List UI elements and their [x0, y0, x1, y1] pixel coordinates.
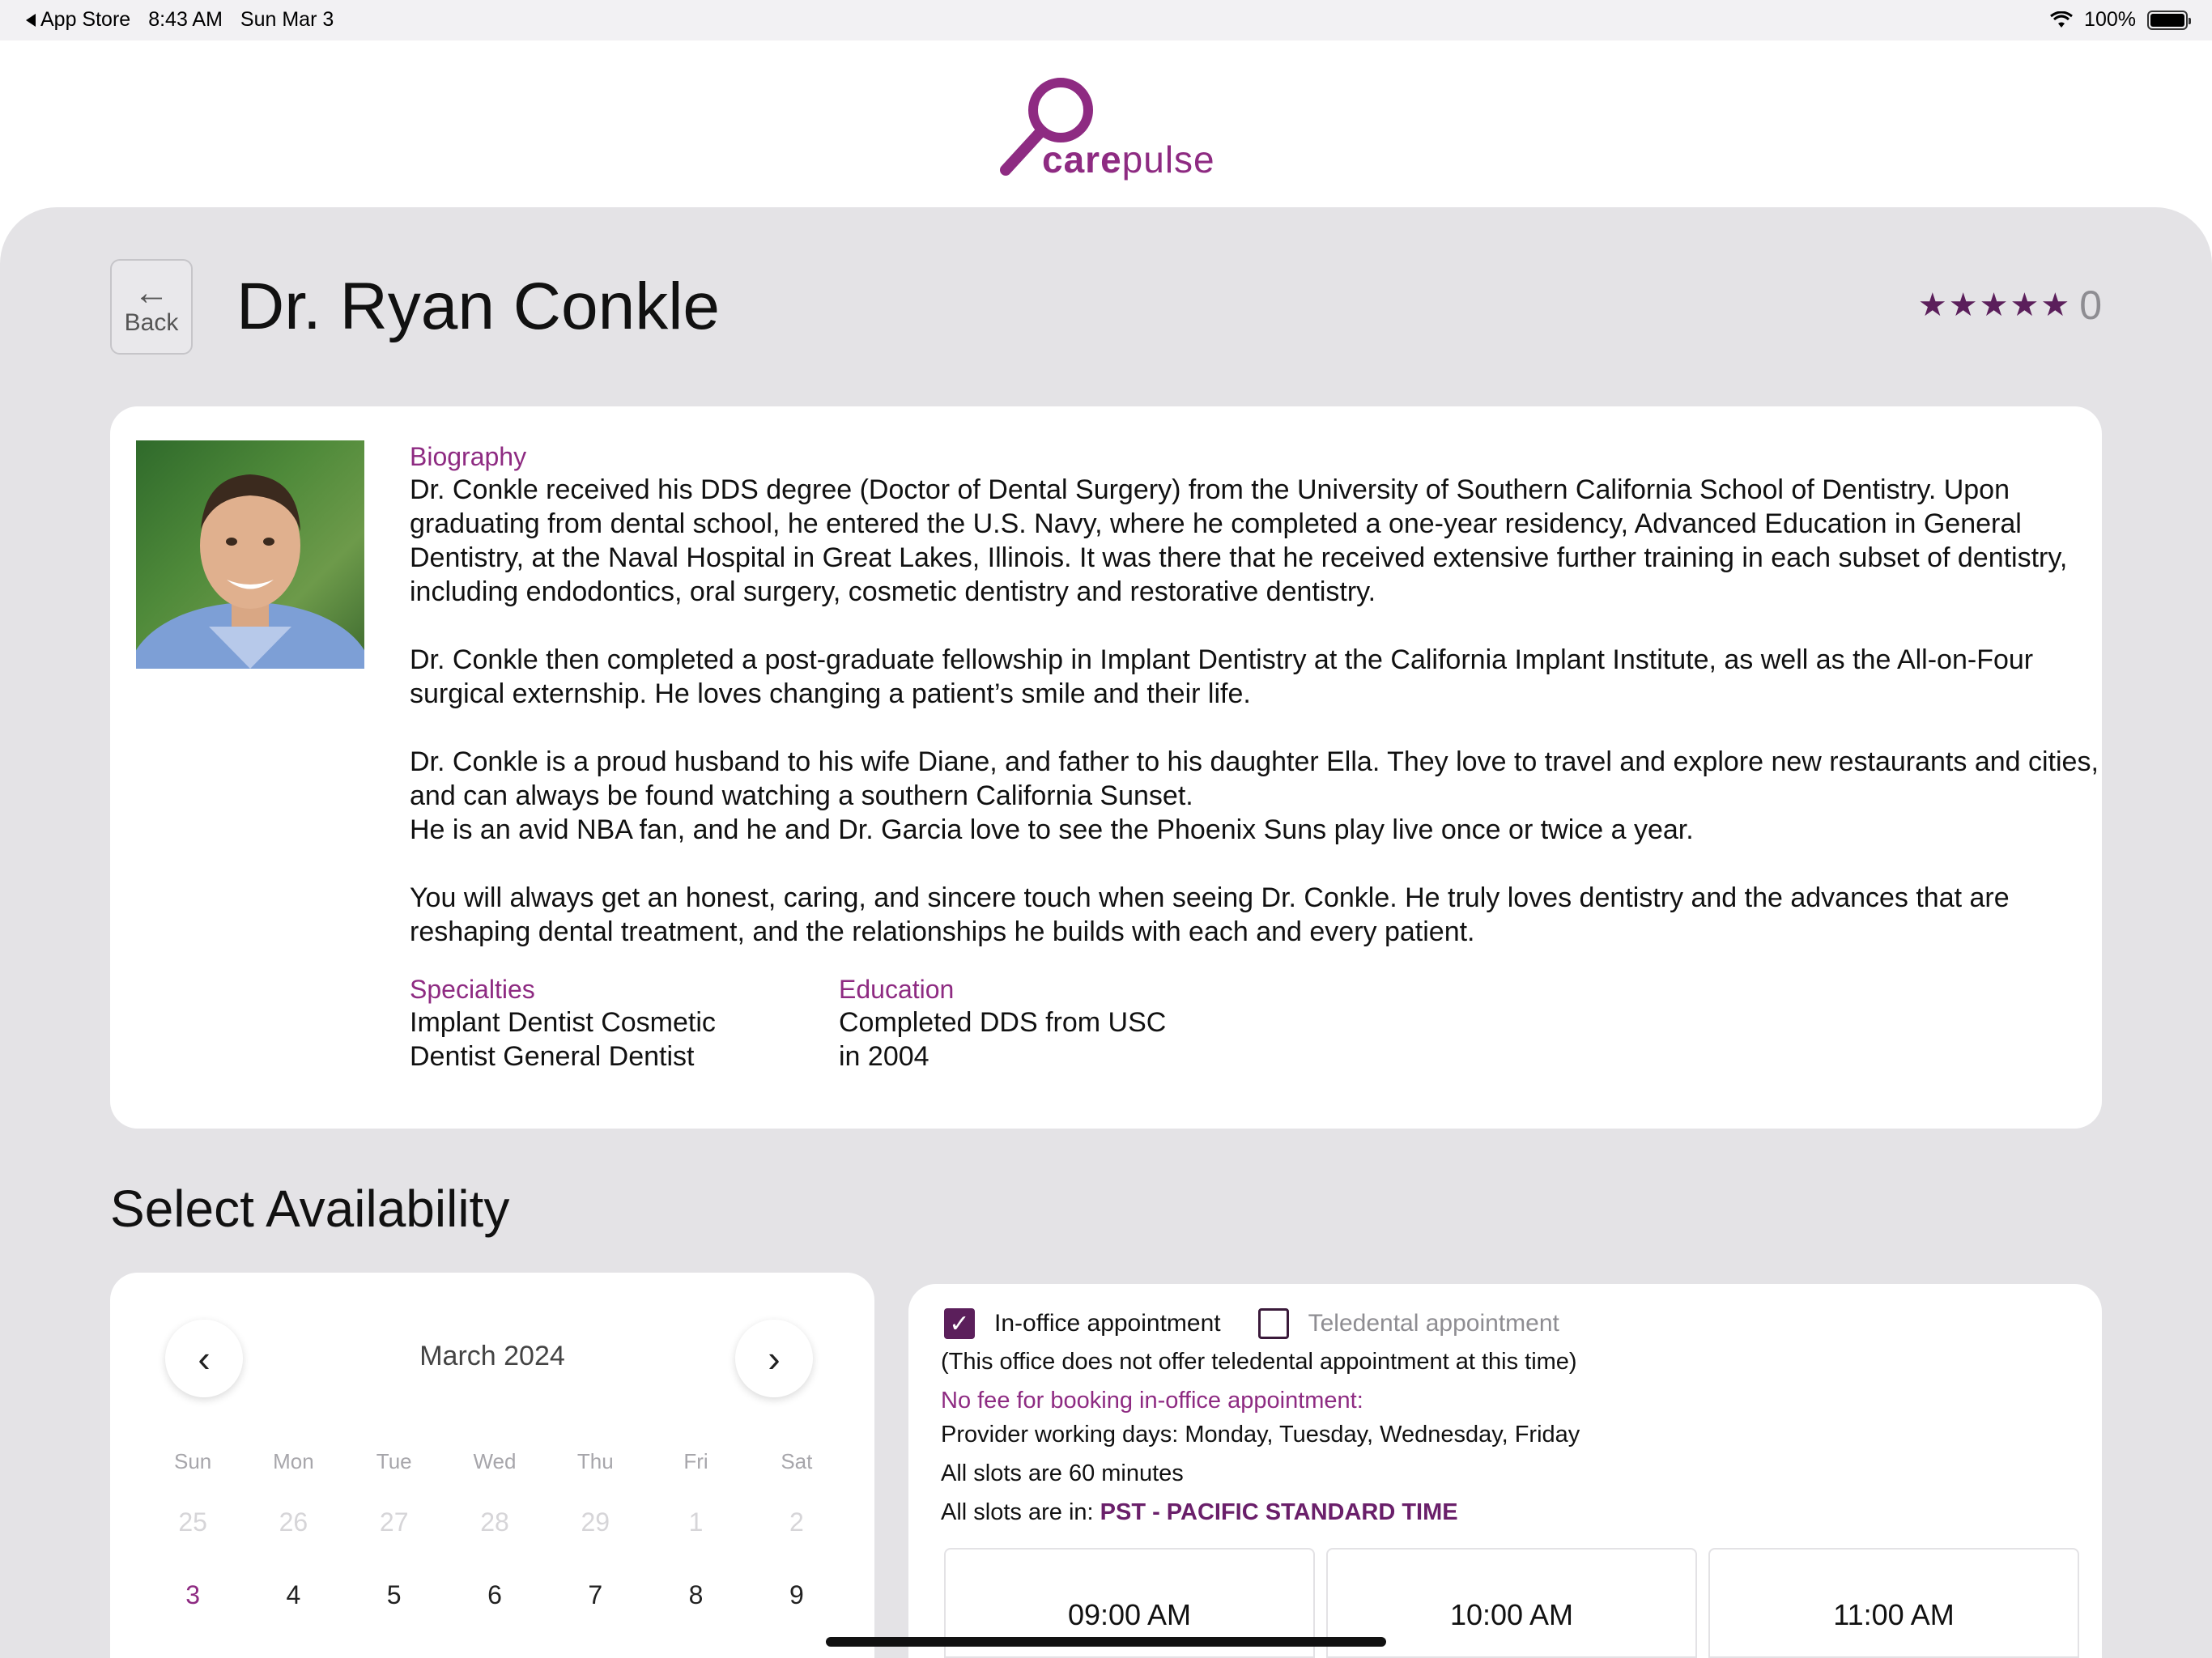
- carepulse-logo: [996, 71, 1239, 185]
- calendar-card: [110, 1273, 874, 1658]
- working-days: Provider working days: Monday, Tuesday, Wednesday, Friday: [941, 1422, 1580, 1448]
- slot-length: All slots are 60 minutes: [941, 1460, 1184, 1486]
- biography-text: [410, 473, 2102, 949]
- calendar-day-today[interactable]: 3: [185, 1580, 201, 1609]
- weekday-label: Mon: [273, 1449, 314, 1473]
- back-button[interactable]: [110, 259, 193, 355]
- status-date: Sun Mar 3: [240, 8, 334, 31]
- doctor-meta: [410, 973, 1268, 1073]
- calendar-weekdays: [143, 1449, 847, 1474]
- rating-count: 0: [2079, 283, 2102, 328]
- appointment-type-options: [944, 1308, 1559, 1339]
- specialties-value: Implant Dentist Cosmetic Dentist General Dentist: [410, 1007, 716, 1072]
- bio-paragraph: Dr. Conkle is a proud husband to his wife Diane, and father to his daughter Ella. They love to travel and explore new restaurants and cities, and can always be found watching a southern California Sunset.: [410, 746, 2099, 811]
- calendar-month: March 2024: [419, 1341, 565, 1371]
- calendar-day-disabled: 1: [688, 1507, 704, 1537]
- specialties-section: [410, 973, 839, 1073]
- back-to-app-link[interactable]: [26, 8, 130, 32]
- fee-note: No fee for booking in-office appointment:: [941, 1388, 1363, 1414]
- bio-paragraph: You will always get an honest, caring, and sincere touch when seeing Dr. Conkle. He truly loves dentistry and the advances that are reshaping dental treatment, and the relationships he builds with each and every patient.: [410, 882, 2010, 947]
- availability-title: Select Availability: [110, 1180, 510, 1238]
- wifi-icon: [2050, 11, 2073, 29]
- battery-percent: 100%: [2084, 8, 2136, 31]
- doctor-portrait-icon: [136, 440, 364, 669]
- calendar-day-disabled: 26: [279, 1507, 308, 1537]
- calendar-day-disabled: 2: [789, 1507, 804, 1537]
- time-slot-button[interactable]: 11:00 AM: [1708, 1548, 2079, 1658]
- teledental-label[interactable]: Teledental appointment: [1308, 1310, 1559, 1337]
- battery-icon: [2147, 11, 2188, 30]
- doctor-photo: [136, 440, 364, 669]
- app-header: [0, 40, 2212, 207]
- weekday-label: Thu: [576, 1449, 614, 1473]
- education-section: [839, 973, 1268, 1073]
- timezone-prefix: All slots are in:: [941, 1499, 1094, 1525]
- timezone-value: PST - PACIFIC STANDARD TIME: [1100, 1499, 1458, 1525]
- calendar-day[interactable]: 6: [487, 1580, 502, 1609]
- calendar-day[interactable]: 4: [286, 1580, 301, 1609]
- next-month-button[interactable]: [735, 1320, 813, 1397]
- education-value: Completed DDS from USC in 2004: [839, 1007, 1167, 1072]
- calendar-day-disabled: 29: [581, 1507, 610, 1537]
- biography-card: [110, 406, 2102, 1129]
- calendar-day-disabled: 25: [178, 1507, 207, 1537]
- weekday-label: Wed: [473, 1449, 517, 1473]
- specialties-label: Specialties: [410, 975, 535, 1004]
- appointment-card: [908, 1284, 2102, 1658]
- chevron-left-icon: ‹: [198, 1337, 211, 1380]
- calendar-day-disabled: 28: [480, 1507, 509, 1537]
- bio-paragraph: Dr. Conkle received his DDS degree (Doctor of Dental Surgery) from the University of Southern California School of Dentistry. Upon graduating from dental school, he entered the U.S. Navy, where he completed a one-year residency, Advanced Education in General Dentistry, at the Naval Hospital in Great Lakes, Illinois. It was there that he received extensive further training in each subset of dentistry, including endodontics, oral surgery, cosmetic dentistry and restorative dentistry.: [410, 474, 2068, 607]
- calendar-day[interactable]: 9: [789, 1580, 804, 1609]
- calendar-week: [143, 1580, 847, 1610]
- status-bar: [0, 0, 2212, 40]
- calendar-day[interactable]: 7: [588, 1580, 603, 1609]
- page-title: Dr. Ryan Conkle: [236, 270, 721, 343]
- calendar-day[interactable]: 5: [386, 1580, 402, 1609]
- biography-label: Biography: [410, 442, 527, 471]
- education-label: Education: [839, 975, 955, 1004]
- back-button-label: Back: [124, 309, 179, 336]
- weekday-label: Sun: [174, 1449, 212, 1473]
- time-slot-button[interactable]: 09:00 AM: [944, 1548, 1315, 1658]
- back-triangle-icon: [26, 14, 36, 27]
- star-rating-icon: ★★★★★: [1917, 287, 2072, 323]
- rating: [1918, 282, 2102, 329]
- in-office-checkbox[interactable]: [944, 1308, 975, 1339]
- time-slot-button[interactable]: 10:00 AM: [1326, 1548, 1697, 1658]
- chevron-right-icon: ›: [768, 1337, 781, 1380]
- bio-paragraph: Dr. Conkle then completed a post-graduate fellowship in Implant Dentistry at the California Implant Institute, as well as the All-on-Four surgical externship. He loves changing a patient’s smile and their life.: [410, 644, 2034, 709]
- back-app-label: App Store: [40, 8, 131, 31]
- weekday-label: Fri: [683, 1449, 708, 1473]
- checkmark-icon: ✓: [949, 1310, 970, 1337]
- timezone-line: [941, 1499, 1458, 1526]
- in-office-label[interactable]: In-office appointment: [994, 1310, 1221, 1337]
- brand-name: carepulse: [1042, 138, 1215, 181]
- status-time: 8:43 AM: [148, 8, 223, 31]
- weekday-label: Sat: [781, 1449, 813, 1473]
- weekday-label: Tue: [376, 1449, 412, 1473]
- calendar-day-disabled: 27: [379, 1507, 409, 1537]
- teledental-note: (This office does not offer teledental appointment at this time): [941, 1349, 1577, 1375]
- teledental-checkbox[interactable]: [1258, 1308, 1289, 1339]
- calendar-week: [143, 1507, 847, 1537]
- calendar-day[interactable]: 8: [688, 1580, 704, 1609]
- arrow-left-icon: ←: [134, 273, 169, 312]
- bio-paragraph: He is an avid NBA fan, and he and Dr. Garcia love to see the Phoenix Suns play live once or twice a year.: [410, 814, 1694, 845]
- home-indicator[interactable]: [826, 1637, 1386, 1647]
